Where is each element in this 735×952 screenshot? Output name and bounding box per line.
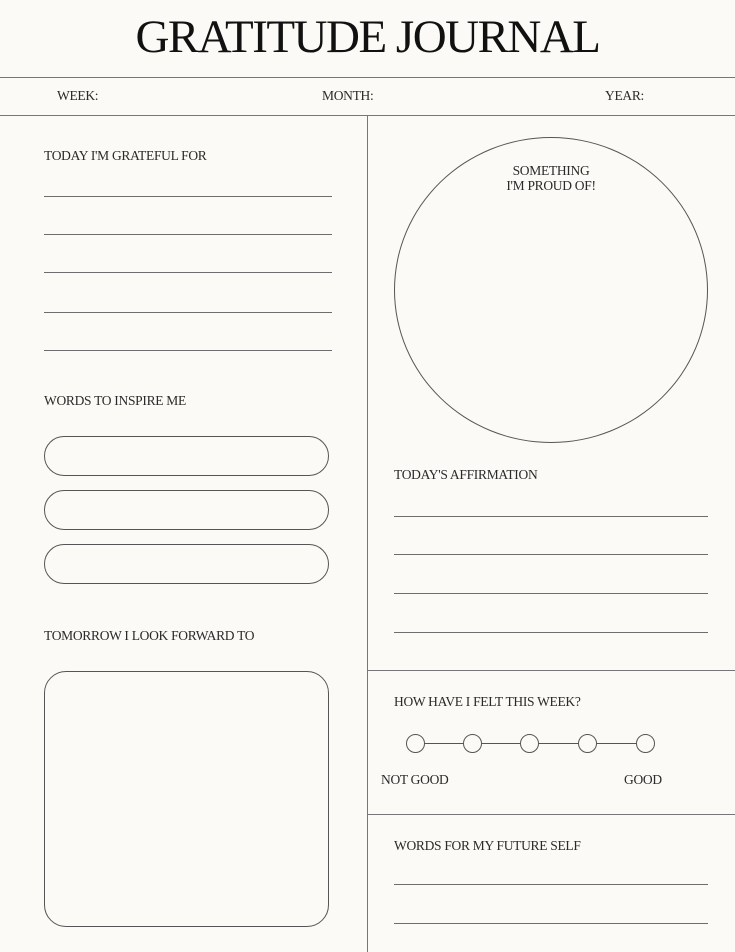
affirmation-line-3[interactable]: [394, 593, 708, 594]
year-label: YEAR:: [605, 88, 645, 103]
mood-option-4[interactable]: [578, 734, 597, 753]
grateful-label: TODAY I'M GRATEFUL FOR: [44, 148, 207, 163]
inspire-label: WORDS TO INSPIRE ME: [44, 393, 186, 408]
future-top-rule: [367, 814, 735, 815]
proud-line-1: SOMETHING: [512, 163, 590, 178]
mood-option-2[interactable]: [463, 734, 482, 753]
week-label: WEEK:: [57, 88, 99, 103]
header-top-rule: [0, 77, 735, 78]
grateful-line-5[interactable]: [44, 350, 332, 351]
scale-low-label: NOT GOOD: [381, 772, 449, 787]
grateful-line-1[interactable]: [44, 196, 332, 197]
page-title: GRATITUDE JOURNAL: [135, 11, 600, 63]
affirmation-line-4[interactable]: [394, 632, 708, 633]
grateful-line-4[interactable]: [44, 312, 332, 313]
proud-line-2: I'M PROUD OF!: [506, 178, 596, 193]
future-line-2[interactable]: [394, 923, 708, 924]
grateful-line-2[interactable]: [44, 234, 332, 235]
month-label: MONTH:: [322, 88, 374, 103]
affirmation-line-1[interactable]: [394, 516, 708, 517]
inspire-field-1[interactable]: [44, 436, 329, 476]
tomorrow-box[interactable]: [44, 671, 329, 927]
felt-label: HOW HAVE I FELT THIS WEEK?: [394, 694, 581, 709]
future-line-1[interactable]: [394, 884, 708, 885]
inspire-field-3[interactable]: [44, 544, 329, 584]
scale-high-label: GOOD: [624, 772, 662, 787]
column-divider: [367, 115, 368, 952]
mood-option-5[interactable]: [636, 734, 655, 753]
mood-option-3[interactable]: [520, 734, 539, 753]
proud-circle-label: [451, 163, 651, 193]
tomorrow-label: TOMORROW I LOOK FORWARD TO: [44, 628, 255, 643]
affirmation-line-2[interactable]: [394, 554, 708, 555]
grateful-line-3[interactable]: [44, 272, 332, 273]
affirmation-label: TODAY'S AFFIRMATION: [394, 467, 538, 482]
inspire-field-2[interactable]: [44, 490, 329, 530]
mood-top-rule: [367, 670, 735, 671]
future-label: WORDS FOR MY FUTURE SELF: [394, 838, 581, 853]
mood-option-1[interactable]: [406, 734, 425, 753]
